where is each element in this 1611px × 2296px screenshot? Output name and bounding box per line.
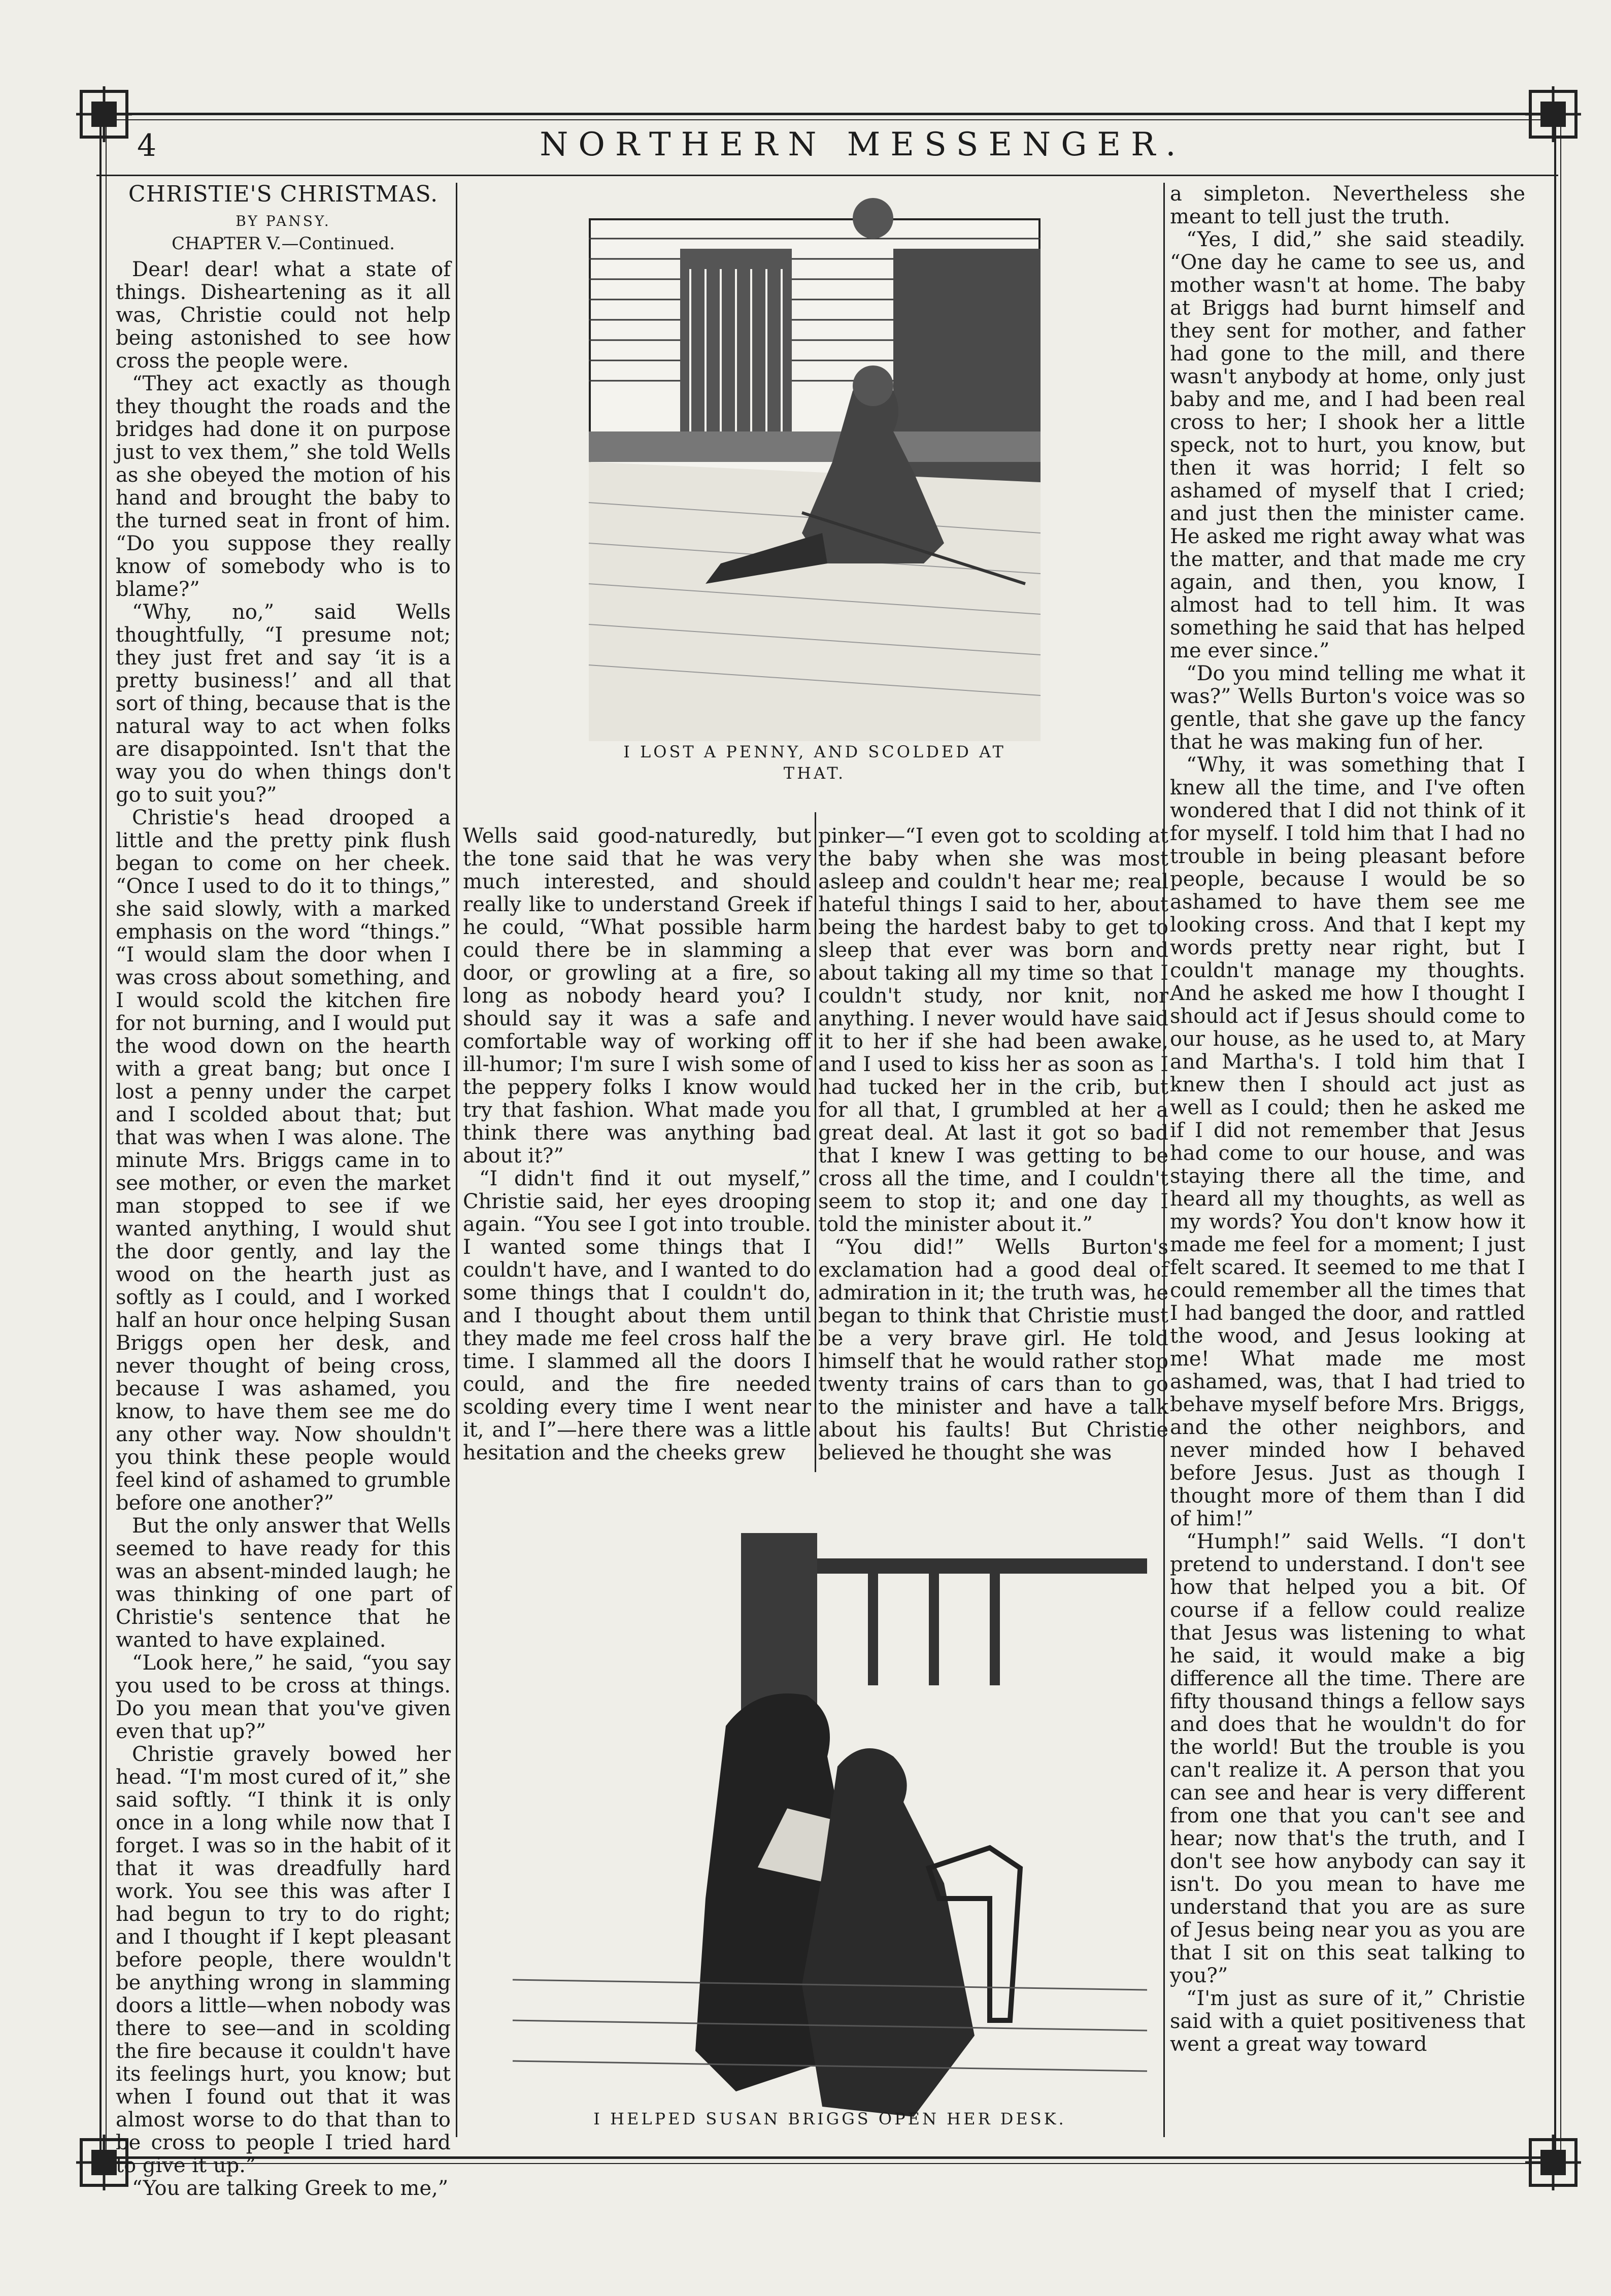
- article-column-2: [463, 825, 811, 1470]
- paragraph: Christie gravely bowed her head. “I'm most cured of it,” she said softly. “I think it is only once in a long while now that I forget. I was so in the habit of it that it was dreadfully hard work. You see this was after I had begun to try to do right; and I thought if I kept pleasant before people, there wouldn't be anything wrong in slamming doors a little—when nobody was there to see—and in scolding the fire because it couldn't have its feelings hurt, you know; but when I found out that it was almost worse to do that than to be cross to people I tried hard to give it up.”: [116, 1743, 451, 2177]
- chapter-heading: CHAPTER V.—Continued.: [172, 234, 395, 254]
- paragraph: “You did!” Wells Burton's exclamation had a good deal of admiration in it; the truth was, he began to think that Christie must be a very brave girl. He told himself that he would rather stop twenty trains of cars than to go to the minister and have a talk about his faults! But Christie believed he thought she was: [818, 1236, 1168, 1465]
- illustration-girl-scolding: [589, 218, 1041, 741]
- paragraph: Dear! dear! what a state of things. Disheartening as it all was, Christie could not help being astonished to see how cross the people were.: [116, 258, 451, 373]
- corner-ornament-top-left: [71, 81, 137, 147]
- paragraph: “Humph!” said Wells. “I don't pretend to understand. I don't see how that helped you a bit. Of course if a fellow could realize that Jesus was listening to what he said, it would make a big difference all the time. There are fifty thousand things a fellow says and does that he wouldn't do for the world! But the trouble is you can't realize it. A person that you can see and hear is very different from one that you can't see and hear; now that's the truth, and I don't see how anybody can say it isn't. Do you mean to have me understand that you are as sure of Jesus being near you as you are that I sit on this seat talking to you?”: [1170, 1530, 1525, 1987]
- caption-bottom-illustration: I HELPED SUSAN BRIGGS OPEN HER DESK.: [593, 2109, 1066, 2128]
- corner-ornament-top-right: [1520, 81, 1586, 147]
- header-divider-rule: [96, 175, 1558, 176]
- paragraph: Wells said good-naturedly, but the tone said that he was very much interested, and should really like to understand Greek if he could, “What possible harm could there be in slamming a door, or growling at a fire, so long as nobody heard you? I should say it was a safe and comfortable way of working off ill-humor; I'm sure I wish some of the peppery folks I know would try that fashion. What made you think there was anything bad about it?”: [463, 824, 811, 1168]
- masthead-title: NORTHERN MESSENGER.: [540, 126, 1186, 163]
- column-rule-2-inner: [815, 812, 816, 1472]
- paragraph: Christie's head drooped a little and the pretty pink flush began to come on her cheek. “Once I used to do it to things,” she said slowly, with a marked emphasis on the word “things.” “I would slam the door when I was cross about something, and I would scold the kitchen fire for not burning, and I would put the wood down on the hearth with a great bang; but once I lost a penny under the carpet and I scolded about that; but that was when I was alone. The minute Mrs. Briggs came in to see mother, or even the market man stopped to see if we wanted anything, I would shut the door gently, and lay the wood on the hearth just as softly as I could, and I worked half an hour once helping Susan Briggs open her desk, and never thought of being cross, because I was ashamed, you know, to have them see me do any other way. Now shouldn't you think these people would feel kind of ashamed to grumble before one another?”: [116, 806, 451, 1515]
- paragraph: But the only answer that Wells seemed to have ready for this was an absent-minded laugh; he was thinking of one part of Christie's sentence that he wanted to have explained.: [116, 1514, 451, 1652]
- paragraph: “They act exactly as though they thought the roads and the bridges had done it on purpose just to vex them,” she told Wells as she obeyed the motion of his hand and brought the baby to the turned seat in front of him. “Do you suppose they really know of somebody who is to blame?”: [116, 372, 451, 601]
- right-border-rule: [1554, 112, 1561, 2162]
- left-border-rule: [99, 112, 107, 2162]
- article-byline: BY PANSY.: [236, 213, 331, 229]
- paragraph: “I'm just as sure of it,” Christie said with a quiet positiveness that went a great way toward: [1170, 1987, 1525, 2056]
- paragraph: “I didn't find it out myself,” Christie said, her eyes drooping again. “You see I got into trouble. I wanted some things that I couldn't have, and I wanted to do some things that I couldn't do, and I thought about them until they made me feel cross half the time. I slammed all the doors I could, and the fire needed scolding every time I went near it, and I”—here there was a little hesitation and the cheeks grew: [463, 1167, 811, 1465]
- paragraph: “Why, no,” said Wells thoughtfully, “I presume not; they just fret and say ‘it is a pretty business!’ and all that sort of thing, because that is the natural way to act when folks are disappointed. Isn't that the way you do when things don't go to suit you?”: [116, 601, 451, 807]
- paragraph: “Do you mind telling me what it was?” Wells Burton's voice was so gentle, that she gave up the fancy that he was making fun of her.: [1170, 662, 1525, 754]
- corner-ornament-bottom-right: [1520, 2129, 1586, 2195]
- column-rule-1: [456, 183, 457, 2137]
- illustration-susan-briggs-desk: [513, 1482, 1147, 2097]
- article-title: CHRISTIE'S CHRISTMAS.: [128, 181, 439, 207]
- paragraph: “Yes, I did,” she said steadily. “One day he came to see us, and mother wasn't at home. The baby at Briggs had burnt himself and they sent for mother, and father had gone to the mill, and there wasn't anybody at home, only just baby and me, and I had been real cross to her; I shook her a little speck, not to hurt, you know, but then it was horrid; I felt so ashamed of myself that I cried; and just then the minister came. He asked me right away what was the matter, and that made me cry again, and then, you know, I almost had to tell him. It was something he said that has helped me ever since.”: [1170, 228, 1525, 662]
- paragraph: a simpleton. Nevertheless she meant to tell just the truth.: [1170, 182, 1525, 228]
- paragraph: “You are talking Greek to me,”: [132, 2177, 449, 2200]
- article-column-1: [116, 181, 451, 2200]
- paragraph: pinker—“I even got to scolding at the baby when she was most asleep and couldn't hear me; real hateful things I said to her, about being the hardest baby to get to sleep that ever was born and about taking all my time so that I couldn't study, nor knit, nor anything. I never would have said it to her if she had been awake, and I used to kiss her as soon as I had tucked her in the crib, but for all that, I grumbled at her a great deal. At last it got so bad that I knew I was getting to be cross all the time, and I couldn't seem to stop it; and one day I told the minister about it.”: [818, 824, 1168, 1236]
- paragraph: “Look here,” he said, “you say you used to be cross at things. Do you mean that you've given even that up?”: [116, 1651, 451, 1743]
- page-number: 4: [137, 128, 157, 163]
- caption-top-illustration: I LOST A PENNY, AND SCOLDED AT THAT.: [623, 742, 1006, 783]
- top-border-rule: [96, 113, 1558, 120]
- paragraph: “Why, it was something that I knew all the time, and I've often wondered that I did not think of it for myself. I told him that I had no trouble in being pleasant before people, because I would be so ashamed to have them see me looking cross. And that I kept my words pretty near right, but I couldn't manage my thoughts. And he asked me how I thought I should act if Jesus should come to our house, as he used to, at Mary and Martha's. I told him that I knew then I should act just as well as I could; then he asked me if I did not remember that Jesus had come to our house, and was staying there all the time, and heard all my thoughts, as well as my words? You don't know how it made me feel for a moment; I just felt scared. It seemed to me that I could remember all the times that I had banged the door, and rattled the wood, and Jesus looking at me! What made me most ashamed, was, that I had tried to behave myself before Mrs. Briggs, and the other neighbors, and never minded how I behaved before Jesus. Just as though I thought more of them than I did of him!”: [1170, 753, 1525, 1530]
- article-column-4: [1170, 183, 1525, 2132]
- article-column-3: [818, 825, 1168, 1470]
